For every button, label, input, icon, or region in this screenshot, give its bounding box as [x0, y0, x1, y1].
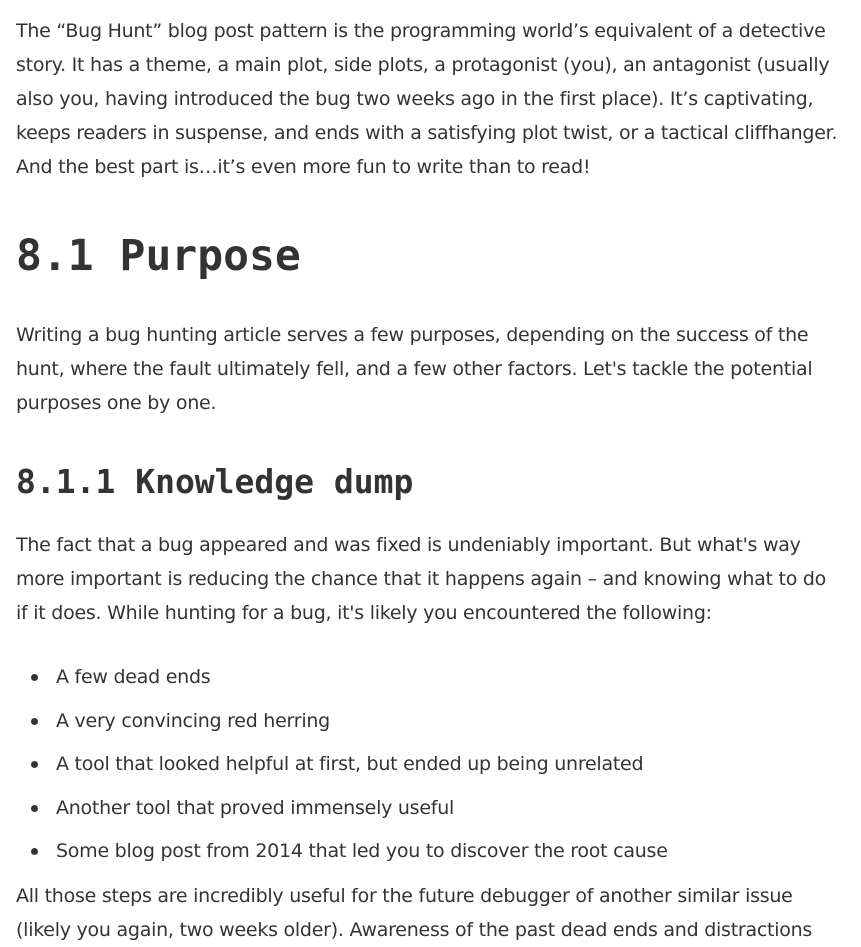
encountered-list — [16, 660, 842, 868]
section-heading-purpose: 8.1 Purpose — [16, 231, 301, 281]
knowledge-paragraph: The fact that a bug appeared and was fixed is undeniably important. But what's way more important is reducing the chance that it happens again – and knowing what to do if it does. While hunting for a bug, it's likely you encountered the following: — [16, 534, 827, 624]
list-item: Another tool that proved immensely useful — [56, 791, 842, 825]
subsection-heading-knowledge-dump: 8.1.1 Knowledge dump — [16, 462, 414, 501]
article-content — [16, 14, 842, 947]
intro-paragraph: The “Bug Hunt” blog post pattern is the programming world’s equivalent of a detective story. It has a theme, a main plot, side plots, a protagonist (you), an antagonist (usually also you, having introduced the bug two weeks ago in the first place). It’s captivating, keeps readers in suspense, and ends with a satisfying plot twist, or a tactical cliffhanger. And the best part is…it’s even more fun to write than to read! — [16, 20, 838, 178]
list-item: Some blog post from 2014 that led you to discover the root cause — [56, 834, 842, 868]
list-item: A few dead ends — [56, 660, 842, 694]
purpose-paragraph: Writing a bug hunting article serves a few purposes, depending on the success of the hunt, where the fault ultimately fell, and a few other factors. Let's tackle the potential purposes one by one. — [16, 324, 813, 414]
list-item: A very convincing red herring — [56, 704, 842, 738]
list-item: A tool that looked helpful at first, but ended up being unrelated — [56, 747, 842, 781]
followup-paragraph: All those steps are incredibly useful for the future debugger of another similar issue (likely you again, two weeks older). Awareness of the past dead ends and distractions — [16, 885, 813, 941]
